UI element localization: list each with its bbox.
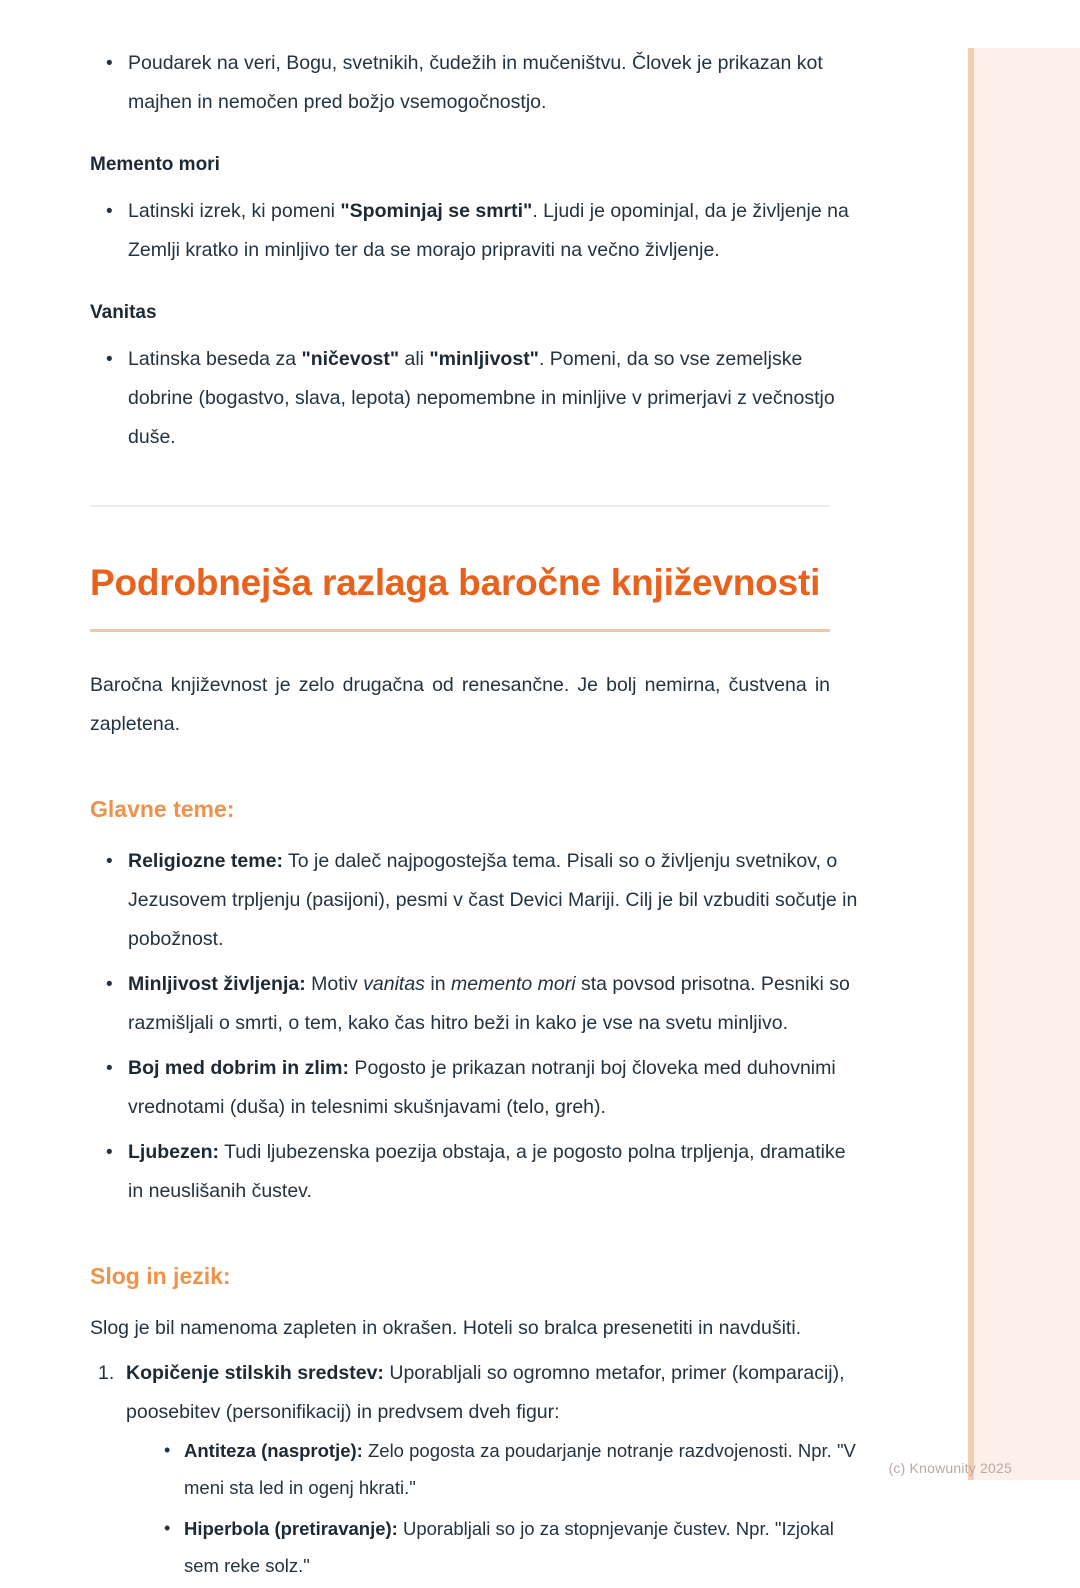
list-item	[90, 842, 860, 959]
title-underline	[90, 629, 830, 632]
figure-text-antithesis: Zelo pogosta za poudarjanje notranje razdvojenosti. Npr. "V meni sta led in ogenj hkrati."	[184, 1440, 856, 1498]
figure-label-hyperbole: Hiperbola (pretiravanje):	[184, 1518, 398, 1539]
theme-label-religious: Religiozne teme:	[128, 850, 283, 872]
figure-label-antithesis: Antiteza (nasprotje):	[184, 1440, 363, 1461]
theme-label-transience: Minljivost življenja:	[128, 973, 306, 995]
list-item	[90, 44, 860, 122]
vanitas-text-pre: Latinska beseda za	[128, 348, 302, 370]
list-item	[154, 1432, 860, 1506]
section-divider	[90, 505, 830, 507]
theme-label-love: Ljubezen:	[128, 1141, 219, 1163]
style-item-label-accumulation: Kopičenje stilskih sredstev:	[126, 1362, 384, 1384]
theme-text-transience-3: sta povsod prisotna. Pesniki so razmišljali o smrti, o tem, kako čas hitro beži in kako je vse na svetu minljivo.	[128, 973, 850, 1034]
right-decorative-band	[968, 48, 1080, 1480]
themes-heading: Glavne teme:	[90, 796, 235, 822]
memento-mori-quote: "Spominjaj se smrti"	[340, 200, 533, 222]
figure-text-hyperbole: Uporabljali so jo za stopnjevanje čustev. Npr. "Izjokal sem reke solz."	[184, 1518, 834, 1576]
list-item	[90, 1133, 860, 1211]
intro-bullet-text: Poudarek na veri, Bogu, svetnikih, čudežih in mučeništvu. Človek je prikazan kot majhen in nemočen pred božjo vsemogočnostjo.	[128, 52, 823, 113]
memento-mori-list	[90, 192, 860, 270]
style-numbered-list	[90, 1354, 860, 1584]
memento-mori-text-post: . Ljudi je opominjal, da je življenje na Zemlji kratko in minljivo ter da se morajo pripraviti na večno življenje.	[128, 200, 849, 261]
vanitas-text-post: . Pomeni, da so vse zemeljske dobrine (bogastvo, slava, lepota) nepomembne in minljive v primerjavi z večnostjo duše.	[128, 348, 835, 448]
style-item-text-accumulation: Uporabljali so ogromno metafor, primer (komparacij), poosebitev (personifikacij) in predvsem dveh figur:	[126, 1362, 845, 1423]
theme-text-transience-1: Motiv	[305, 973, 364, 995]
theme-italic-vanitas: vanitas	[363, 973, 425, 995]
list-item	[90, 1049, 860, 1127]
theme-text-transience-2: in	[424, 973, 451, 995]
list-item	[90, 340, 860, 457]
vanitas-list	[90, 340, 860, 457]
theme-text-love: Tudi ljubezenska poezija obstaja, a je pogosto polna trpljenja, dramatike in neuslišanih čustev.	[128, 1141, 846, 1202]
theme-text-good-evil: Pogosto je prikazan notranji boj človeka med duhovnimi vrednotami (duša) in telesnimi skušnjavami (telo, greh).	[128, 1057, 836, 1118]
style-sub-list	[126, 1432, 860, 1584]
theme-label-good-evil: Boj med dobrim in zlim:	[128, 1057, 350, 1079]
list-item	[90, 965, 860, 1043]
intro-bullet-list	[90, 44, 860, 122]
right-band-rule	[968, 48, 974, 1480]
memento-mori-text-pre: Latinski izrek, ki pomeni	[128, 200, 341, 222]
theme-text-religious: To je daleč najpogostejša tema. Pisali so o življenju svetnikov, o Jezusovem trpljenju (pasijoni), pesmi v čast Devici Mariji. Cilj je bil vzbuditi sočutje in pobožnost.	[128, 850, 858, 950]
themes-list	[90, 842, 860, 1211]
vanitas-text-mid: ali	[399, 348, 430, 370]
vanitas-heading: Vanitas	[90, 302, 157, 323]
copyright-watermark: (c) Knowunity 2025	[888, 1460, 1012, 1476]
theme-italic-memento-mori: memento mori	[450, 973, 576, 995]
style-heading: Slog in jezik:	[90, 1263, 231, 1289]
vanitas-quote-1: "ničevost"	[301, 348, 400, 370]
memento-mori-heading: Memento mori	[90, 154, 220, 175]
page-title: Podrobnejša razlaga baročne književnosti	[90, 562, 821, 603]
style-intro-paragraph: Slog je bil namenoma zapleten in okrašen. Hoteli so bralca presenetiti in navdušiti.	[90, 1317, 802, 1339]
list-item	[90, 192, 860, 270]
main-intro-paragraph: Baročna književnost je zelo drugačna od renesančne. Je bolj nemirna, čustvena in zapletena.	[90, 674, 830, 735]
list-item	[90, 1354, 860, 1584]
vanitas-quote-2: "minljivost"	[429, 348, 539, 370]
list-item	[154, 1510, 860, 1584]
